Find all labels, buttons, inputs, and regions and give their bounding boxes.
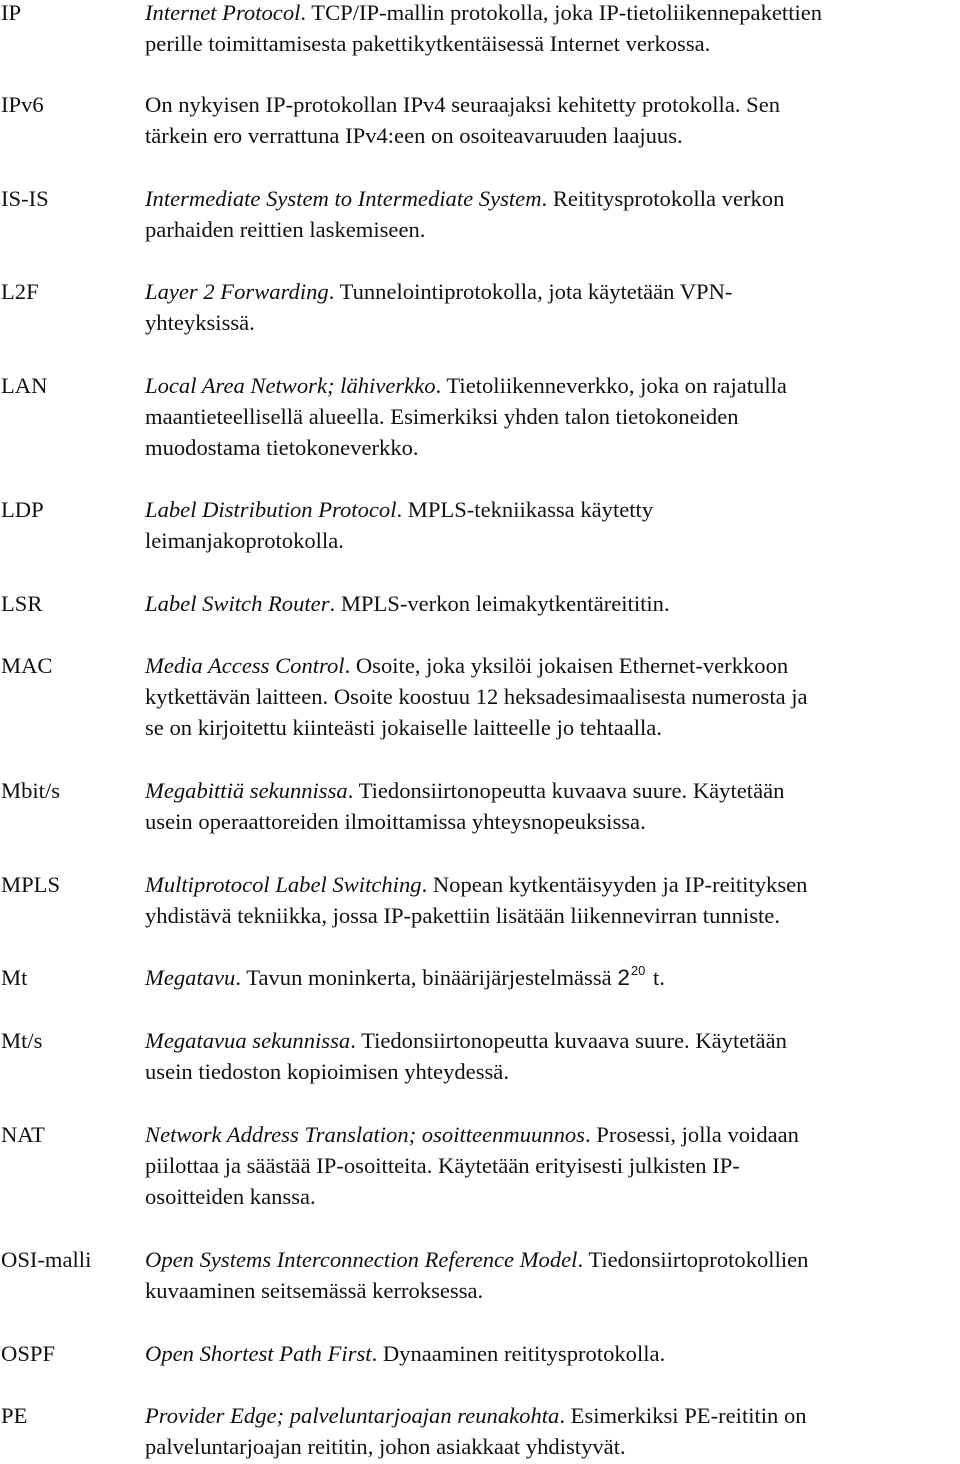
glossary-term: PE	[1, 1403, 28, 1428]
definition-line	[145, 1431, 957, 1462]
definition-text: . TCP/IP-mallin protokolla, joka IP-tietoliikennepakettien	[300, 0, 823, 25]
definition-line	[145, 276, 957, 307]
term-expansion: Multiprotocol Label Switching	[145, 872, 422, 897]
term-expansion: Media Access Control	[145, 653, 345, 678]
term-expansion: Layer 2 Forwarding	[145, 279, 329, 304]
term-expansion: Open Shortest Path First	[145, 1341, 372, 1366]
definition-line	[145, 401, 957, 432]
definition-text: . Tiedonsiirtonopeutta kuvaava suure. Käytetään	[347, 778, 785, 803]
definition-text: . Esimerkiksi PE-reititin on	[559, 1403, 807, 1428]
glossary-definition	[145, 89, 957, 151]
definition-line	[145, 0, 957, 28]
glossary-definition	[145, 1119, 957, 1212]
definition-text: . Reititysprotokolla verkon	[541, 186, 785, 211]
definition-line	[145, 89, 957, 120]
definition-text: usein operaattoreiden ilmoittamissa yhteysnopeuksissa.	[145, 809, 646, 834]
glossary-definition	[145, 494, 957, 556]
definition-text: leimanjakoprotokolla.	[145, 528, 344, 553]
definition-line	[145, 183, 957, 214]
definition-line	[145, 1338, 957, 1369]
glossary-definition	[145, 650, 957, 743]
glossary-definition	[145, 1400, 957, 1462]
definition-line	[145, 214, 957, 245]
definition-text: tärkein ero verrattuna IPv4:een on osoiteavaruuden laajuus.	[145, 123, 683, 148]
definition-text: osoitteiden kanssa.	[145, 1184, 316, 1209]
definition-text: yhdistävä tekniikka, jossa IP-pakettiin lisätään liikennevirran tunniste.	[145, 903, 780, 928]
glossary-definition	[145, 1244, 957, 1306]
definition-line	[145, 494, 957, 525]
definition-line	[145, 307, 957, 338]
definition-text: usein tiedoston kopioimisen yhteydessä.	[145, 1059, 509, 1084]
term-expansion: Network Address Translation; osoitteenmuunnos	[145, 1122, 585, 1147]
glossary-term: MAC	[1, 653, 53, 678]
definition-text: se on kirjoitettu kiinteästi jokaiselle laitteelle jo tehtaalla.	[145, 715, 662, 740]
math-base: 2	[617, 965, 630, 990]
definition-line	[145, 650, 957, 681]
definition-line	[145, 1181, 957, 1212]
glossary-definition	[145, 1338, 957, 1369]
definition-text: . Tietoliikenneverkko, joka on rajatulla	[435, 373, 787, 398]
definition-line	[145, 1119, 957, 1150]
glossary-definition	[145, 183, 957, 245]
definition-text: piilottaa ja säästää IP-osoitteita. Käytetään erityisesti julkisten IP-	[145, 1153, 740, 1178]
glossary-definition	[145, 276, 957, 338]
glossary-term: MPLS	[1, 872, 61, 897]
definition-text: On nykyisen IP-protokollan IPv4 seuraajaksi kehitetty protokolla. Sen	[145, 92, 781, 117]
term-expansion: Megatavu	[145, 965, 236, 990]
definition-line	[145, 588, 957, 619]
definition-text: muodostama tietokoneverkko.	[145, 435, 419, 460]
glossary-term: LDP	[1, 497, 44, 522]
definition-text: . Dynaaminen reititysprotokolla.	[371, 1341, 666, 1366]
definition-line	[145, 525, 957, 556]
definition-text: . Osoite, joka yksilöi jokaisen Ethernet-verkkoon	[344, 653, 789, 678]
glossary-term: IS-IS	[1, 186, 49, 211]
definition-text: maantieteellisellä alueella. Esimerkiksi yhden talon tietokoneiden	[145, 404, 739, 429]
definition-line	[145, 370, 957, 401]
definition-line	[145, 1056, 957, 1087]
definition-text: . Tunnelointiprotokolla, jota käytetään VPN-	[328, 279, 733, 304]
definition-line	[145, 775, 957, 806]
glossary-definition	[145, 0, 957, 59]
glossary-term: LAN	[1, 373, 48, 398]
glossary-term: Mt	[1, 965, 28, 990]
definition-line	[145, 900, 957, 931]
definition-text: . Prosessi, jolla voidaan	[584, 1122, 799, 1147]
glossary-definition	[145, 962, 957, 996]
glossary-term: OSPF	[1, 1341, 56, 1366]
glossary-term: Mbit/s	[1, 778, 61, 803]
definition-text: . Tavun moninkerta, binäärijärjestelmässä	[235, 965, 618, 990]
glossary-term: OSI-malli	[1, 1247, 92, 1272]
term-expansion: Open Systems Interconnection Reference Model	[145, 1247, 578, 1272]
definition-text: kytkettävän laitteen. Osoite koostuu 12 heksadesimaalisesta numerosta ja	[145, 684, 808, 709]
term-expansion: Label Switch Router	[145, 591, 330, 616]
definition-line	[145, 806, 957, 837]
glossary-definition	[145, 370, 957, 463]
glossary-definition	[145, 588, 957, 619]
term-expansion: Megatavua sekunnissa	[145, 1028, 351, 1053]
definition-line	[145, 1025, 957, 1056]
term-expansion: Megabittiä sekunnissa	[145, 778, 348, 803]
glossary-term: NAT	[1, 1122, 45, 1147]
definition-line	[145, 432, 957, 463]
definition-text: parhaiden reittien laskemiseen.	[145, 217, 426, 242]
glossary-term: IPv6	[1, 92, 44, 117]
glossary-definition	[145, 1025, 957, 1087]
definition-text: palveluntarjoajan reititin, johon asiakkaat yhdistyvät.	[145, 1434, 626, 1459]
definition-line	[145, 712, 957, 743]
definition-line	[145, 120, 957, 151]
term-expansion: Intermediate System to Intermediate System	[145, 186, 542, 211]
definition-text: . MPLS-verkon leimakytkentäreititin.	[329, 591, 670, 616]
definition-line	[145, 1400, 957, 1431]
definition-text: perille toimittamisesta pakettikytkentäisessä Internet verkossa.	[145, 31, 711, 56]
definition-text: . MPLS-tekniikassa käytetty	[396, 497, 654, 522]
definition-text: t.	[647, 965, 665, 990]
term-expansion: Label Distribution Protocol	[145, 497, 397, 522]
definition-text: . Tiedonsiirtonopeutta kuvaava suure. Käytetään	[350, 1028, 787, 1053]
definition-text: . Tiedonsiirtoprotokollien	[577, 1247, 809, 1272]
term-expansion: Provider Edge; palveluntarjoajan reunakohta	[145, 1403, 560, 1428]
definition-line	[145, 1275, 957, 1306]
definition-text: yhteyksissä.	[145, 310, 255, 335]
definition-text: . Nopean kytkentäisyyden ja IP-reitityksen	[421, 872, 808, 897]
glossary-term: LSR	[1, 591, 43, 616]
definition-text: kuvaaminen seitsemässä kerroksessa.	[145, 1278, 484, 1303]
glossary-definition	[145, 869, 957, 931]
term-expansion: Local Area Network; lähiverkko	[145, 373, 436, 398]
definition-line	[145, 869, 957, 900]
glossary-definition	[145, 775, 957, 837]
definition-line	[145, 1150, 957, 1181]
definition-line	[145, 28, 957, 59]
glossary-term: Mt/s	[1, 1028, 43, 1053]
glossary-term: IP	[1, 0, 22, 25]
glossary-term: L2F	[1, 279, 39, 304]
definition-line	[145, 681, 957, 712]
definition-line	[145, 1244, 957, 1275]
exponent: 20	[630, 963, 646, 978]
definition-line	[145, 962, 957, 996]
term-expansion: Internet Protocol	[145, 0, 301, 25]
